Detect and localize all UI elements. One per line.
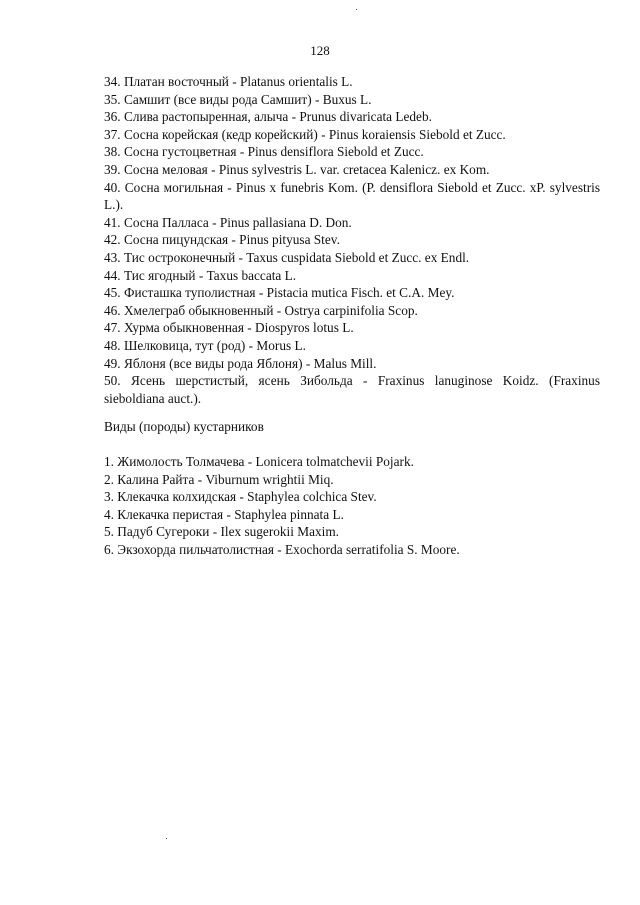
list-item: 1. Жимолость Толмачева - Lonicera tolmatchevii Pojark.	[104, 454, 414, 469]
list-item: 45. Фисташка туполистная - Pistacia mutica Fisch. et C.A. Mey.	[104, 285, 455, 301]
list-item: 4. Клекачка перистая - Staphylea pinnata L.	[104, 506, 344, 522]
list-item: 39. Сосна меловая - Pinus sylvestris L. var. cretacea Kalenicz. ex Kom.	[104, 161, 490, 177]
list-item: 41. Сосна Палласа - Pinus pallasiana D. Don.	[104, 214, 352, 230]
list-item: 37. Сосна корейская (кедр корейский) - Pinus koraiensis Siebold et Zucc.	[104, 126, 506, 142]
list-item: 6. Экзохорда пильчатолистная - Exochorda serratifolia S. Moore.	[104, 541, 460, 557]
list-item: 2. Калина Райта - Viburnum wrightii Miq.	[104, 471, 334, 487]
list-item: 36. Слива растопыренная, алыча - Prunus divaricata Ledeb.	[104, 109, 432, 125]
scan-speck	[356, 9, 357, 10]
list-item: 44. Тис ягодный - Taxus baccata L.	[104, 267, 297, 283]
shrubs-list	[104, 453, 600, 559]
list-item: 34. Платан восточный - Platanus orientalis L.	[104, 74, 353, 89]
list-item: 49. Яблоня (все виды рода Яблоня) - Malus Mill.	[104, 355, 377, 371]
list-item: 46. Хмелеграб обыкновенный - Ostrya carpinifolia Scop.	[104, 302, 418, 318]
trees-list	[104, 73, 600, 407]
list-item: 5. Падуб Сугероки - Ilex sugerokii Maxim.	[104, 524, 339, 540]
list-item: 40. Сосна могильная - Pinus x funebris Kom. (P. densiflora Siebold et Zucc. xP. sylvestris L.).	[104, 179, 600, 213]
list-item: 42. Сосна пицундская - Pinus pityusa Stev.	[104, 232, 340, 248]
list-item: 47. Хурма обыкновенная - Diospyros lotus L.	[104, 320, 354, 336]
list-item: 38. Сосна густоцветная - Pinus densiflora Siebold et Zucc.	[104, 144, 424, 160]
shrubs-heading: Виды (породы) кустарников	[104, 419, 264, 434]
scan-speck	[166, 838, 167, 839]
list-item: 43. Тис остроконечный - Taxus cuspidata Siebold et Zucc. ex Endl.	[104, 249, 470, 265]
page-number: 128	[310, 43, 330, 58]
list-item: 50. Ясень шерстистый, ясень Зибольда - Fraxinus lanuginose Koidz. (Fraxinus sieboldiana auct.).	[104, 373, 600, 406]
list-item: 48. Шелковица, тут (род) - Morus L.	[104, 337, 306, 353]
list-item: 35. Самшит (все виды рода Самшит) - Buxus L.	[104, 91, 372, 107]
list-item: 3. Клекачка колхидская - Staphylea colchica Stev.	[104, 489, 377, 505]
